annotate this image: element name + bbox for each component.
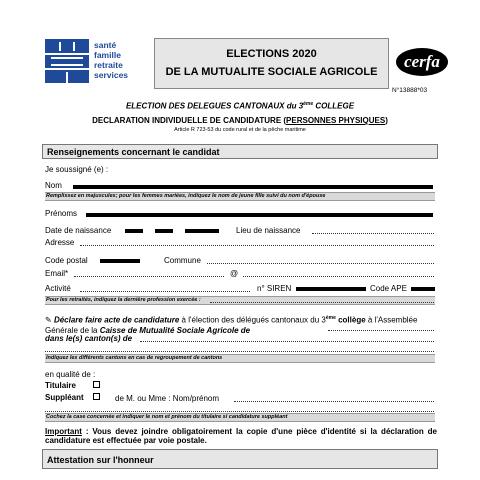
declaration-paragraph: ✎ Déclare faire acte de candidature à l'élection des délégués cantonaux du 3ème collège à l'Assemblée Générale de la Caisse de Mutualité Sociale Agricole de bbox=[45, 315, 418, 335]
nom-label: Nom bbox=[45, 181, 62, 190]
section-candidate-header: Renseignements concernant le candidat bbox=[42, 144, 438, 159]
code-ape-input[interactable] bbox=[411, 284, 435, 291]
cerfa-logo: cerfa bbox=[396, 48, 448, 76]
section-attestation-header: Attestation sur l'honneur bbox=[42, 449, 438, 469]
titulaire-name-input-line2[interactable] bbox=[45, 403, 434, 412]
cantons-input[interactable] bbox=[140, 333, 434, 342]
retraites-note: Pour les retraités, indiquez la dernière profession exercée : bbox=[46, 297, 201, 303]
adresse-input[interactable] bbox=[80, 237, 434, 246]
derniere-profession-input[interactable] bbox=[210, 297, 434, 303]
election-subtitle: ELECTION DES DELEGUES CANTONAUX du 3ème COLLEGE bbox=[125, 101, 355, 111]
form-number: N°13888*03 bbox=[392, 87, 428, 94]
commune-input[interactable] bbox=[207, 255, 434, 264]
title-line-1: ELECTIONS 2020 bbox=[226, 48, 317, 60]
birth-year-input[interactable] bbox=[185, 226, 219, 233]
declaration-subtitle: DECLARATION INDIVIDUELLE DE CANDIDATURE (PERSONNES PHYSIQUES) bbox=[92, 116, 388, 125]
code-postal-label: Code postal bbox=[45, 256, 88, 265]
title-line-2: DE LA MUTUALITE SOCIALE AGRICOLE bbox=[165, 66, 378, 78]
suppleant-label: Suppléant bbox=[45, 393, 84, 402]
code-ape-label: Code APE bbox=[370, 284, 407, 293]
lieu-naissance-input[interactable] bbox=[312, 225, 434, 234]
commune-label: Commune bbox=[164, 256, 201, 265]
form-title-box bbox=[154, 38, 389, 89]
email-label: Email* bbox=[45, 269, 69, 278]
siren-label: n° SIREN bbox=[257, 284, 292, 293]
email-user-input[interactable] bbox=[74, 268, 224, 277]
code-postal-input[interactable] bbox=[100, 256, 140, 263]
titulaire-name-input[interactable] bbox=[234, 393, 434, 402]
email-at: @ bbox=[230, 269, 239, 278]
birth-month-input[interactable] bbox=[155, 226, 173, 233]
pen-icon: ✎ bbox=[45, 315, 52, 325]
email-domain-input[interactable] bbox=[243, 268, 434, 277]
qualite-label: en qualité de : bbox=[45, 370, 96, 379]
prenoms-input[interactable] bbox=[86, 210, 433, 217]
caisse-input[interactable] bbox=[328, 322, 434, 331]
titulaire-label: Titulaire bbox=[45, 381, 76, 390]
activite-label: Activité bbox=[45, 284, 71, 293]
suppleant-checkbox[interactable] bbox=[93, 393, 100, 400]
important-notice: Important : Vous devez joindre obligatoirement la copie d'une pièce d'identité si la déclaration de candidature est effectuée par voie postale. bbox=[45, 427, 437, 445]
nom-input[interactable] bbox=[73, 182, 433, 189]
cantons-note: Indiquez les différents cantons en cas de regroupement de cantons bbox=[46, 355, 223, 361]
cantons-label: dans le(s) canton(s) de bbox=[45, 334, 133, 343]
adresse-label: Adresse bbox=[45, 238, 75, 247]
article-reference: Article R 723-53 du code rural et de la pêche maritime bbox=[174, 127, 306, 133]
cantons-input-line2[interactable] bbox=[45, 343, 434, 352]
msa-logo bbox=[45, 39, 89, 83]
birth-day-input[interactable] bbox=[125, 226, 143, 233]
nom-note: Remplissez en majuscules; pour les femmes mariées, indiquez le nom de jeune fille suivi du nom d'épouse bbox=[46, 193, 326, 199]
titulaire-checkbox[interactable] bbox=[93, 381, 100, 388]
soussigne-label: Je soussigné (e) : bbox=[45, 165, 109, 174]
suppleant-of-label: de M. ou Mme : Nom/prénom bbox=[115, 394, 220, 403]
lieu-naissance-label: Lieu de naissance bbox=[236, 226, 301, 235]
prenoms-label: Prénoms bbox=[45, 209, 78, 218]
case-note: Cochez la case concernée et indiquer le nom et prénom du titulaire si candidature suppléant bbox=[46, 414, 288, 420]
date-naissance-label: Date de naissance bbox=[45, 226, 112, 235]
logo-tagline: santé famille retraite services bbox=[94, 40, 129, 80]
activite-input[interactable] bbox=[80, 283, 250, 292]
siren-input[interactable] bbox=[296, 284, 366, 291]
